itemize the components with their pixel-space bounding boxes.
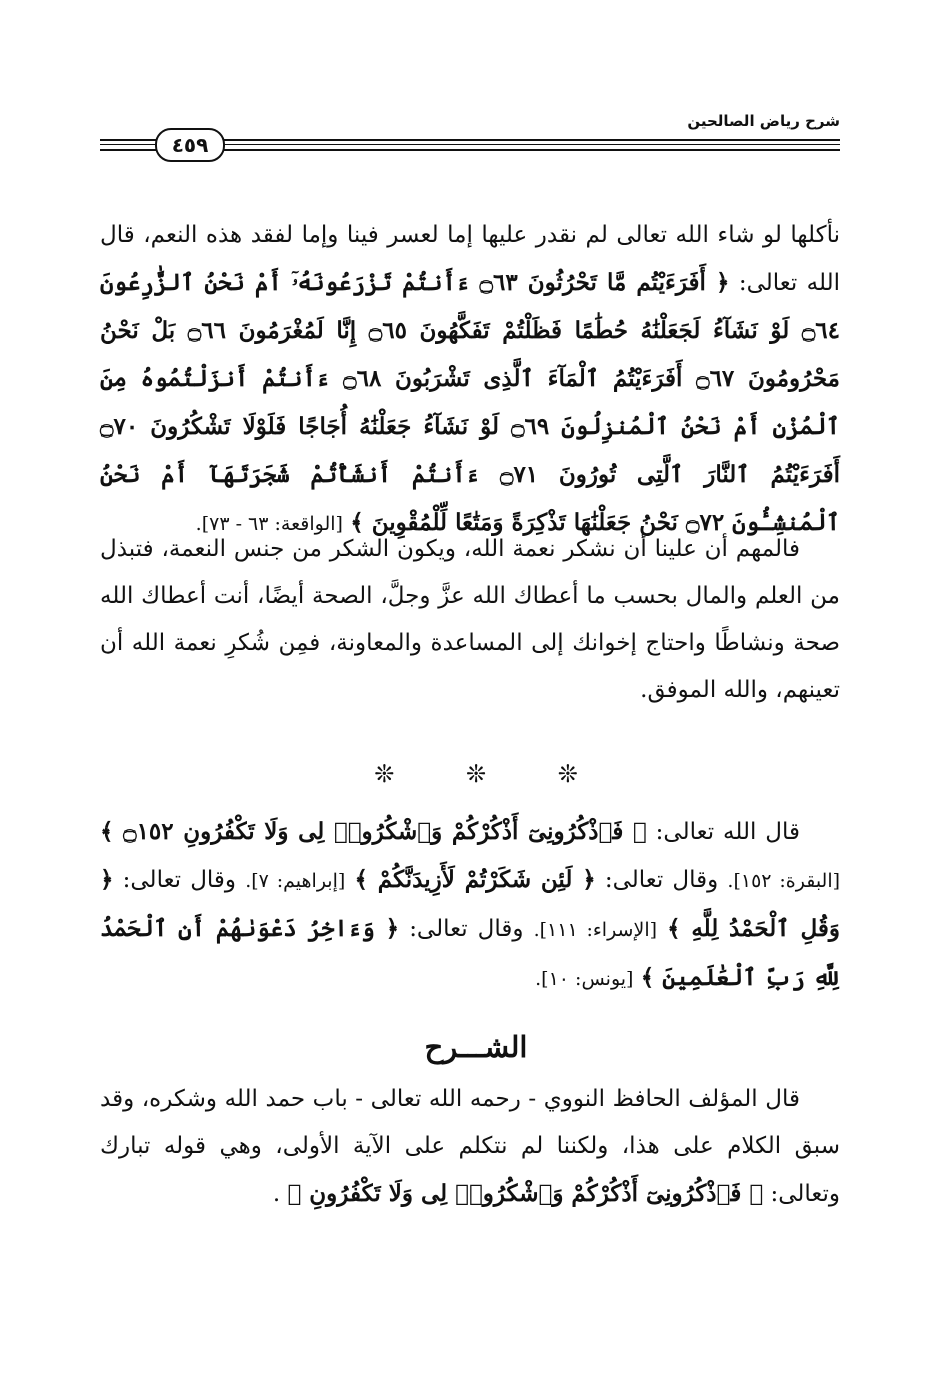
sharh-heading: الشـــرح [424, 1030, 528, 1064]
verse-reference: [الواقعة: ٦٣ - ٧٣]. [195, 513, 343, 535]
divider-star-icon: ❊ [557, 760, 578, 788]
lead-text: قال الله تعالى: [100, 222, 840, 296]
verse-reference: [إبراهيم: ٧]. [245, 870, 346, 892]
end-punctuation: . [272, 1181, 281, 1207]
section-waqiah [100, 212, 840, 548]
quran-verse-yunus: ﴿ وَءَاخِرُ دَعْوَىٰهُمْ أَنِ ٱلْحَمْدُ لِلَّهِ رَبِّ ٱلْعَٰلَمِينَ ﴾ [100, 915, 840, 991]
quran-verse-baqarah-repeat: ﴿ فَٱذْكُرُونِىٓ أَذْكُرْكُمْ وَٱشْكُرُوا۟ لِى وَلَا تَكْفُرُونِ ﴾ [287, 1180, 764, 1207]
section-gratitude [100, 526, 840, 714]
verse-reference: [يونس: ١٠]. [535, 968, 634, 990]
quran-verse-ibrahim: ﴿ لَئِن شَكَرْتُمْ لَأَزِيدَنَّكُمْ ﴾ [354, 866, 596, 893]
section-explanation [100, 1076, 840, 1218]
chapter-verses-paragraph [100, 808, 840, 1003]
divider-star-icon: ❊ [374, 760, 395, 788]
page-number: ٤٥٩ [155, 128, 225, 162]
lead-text: قال الله تعالى: [655, 819, 800, 845]
gratitude-paragraph: فالمهم أن علينا أن نشكر نعمة الله، ويكون الشكر من جنس النعمة، فتبذل من العلم والمال بحسب ما أعطاك الله عزَّ وجلَّ، الصحة أيضًا، أنت أعطاك الله صحة ونشاطًا واحتاج إخوانك إلى المساعدة والمعاونة، فمِن شُكرِ نعمة الله أن تعينهم، والله الموفق. [100, 536, 840, 703]
lead-text: وقال تعالى: [604, 867, 719, 893]
section-chapter-verses [100, 808, 840, 1003]
explanation-paragraph [100, 1076, 840, 1218]
quran-verse-baqarah: ﴿ فَٱذْكُرُونِىٓ أَذْكُرْكُمْ وَٱشْكُرُوا۟ لِى وَلَا تَكْفُرُونِ ۝١٥٢ ﴾ [100, 818, 647, 845]
lead-text: وقال تعالى: [122, 867, 237, 893]
running-header-title: شرح رياض الصالحين [687, 112, 840, 130]
explanation-text: قال المؤلف الحافظ النووي - رحمه الله تعالى - باب حمد الله وشكره، وقد سبق الكلام على هذا، ولكننا لم نتكلم على الآية الأولى، وهي قوله تبارك وتعالى: [100, 1086, 840, 1207]
verse-reference: [البقرة: ١٥٢]. [727, 870, 841, 892]
intro-text: نأكلها لو شاء الله تعالى لم نقدر عليها إما لعسر فينا وإما لفقد هذه النعم، [143, 222, 841, 248]
lead-text: وقال تعالى: [409, 916, 524, 942]
section-divider [0, 760, 952, 788]
verse-reference: [الإسراء: ١١١]. [533, 919, 658, 941]
quran-verse-isra: ﴿ وَقُلِ ٱلْحَمْدُ لِلَّهِ ﴾ [100, 866, 841, 942]
divider-star-icon: ❊ [465, 760, 487, 788]
quran-verses-waqiah: ﴿ أَفَرَءَيْتُم مَّا تَحْرُثُونَ ۝٦٣ ءَأَنتُمْ تَزْرَعُونَهُۥٓ أَمْ نَحْنُ ٱلزَّٰرِعُونَ ۝٦٤ لَوْ نَشَآءُ لَجَعَلْنَٰهُ حُطَٰمًا فَظَلْتُمْ تَفَكَّهُونَ ۝٦٥ إِنَّا لَمُغْرَمُونَ ۝٦٦ بَلْ نَحْنُ مَحْرُومُونَ ۝٦٧ أَفَرَءَيْتُمُ ٱلْمَآءَ ٱلَّذِى تَشْرَبُونَ ۝٦٨ ءَأَنتُمْ أَنزَلْتُمُوهُ مِنَ ٱلْمُزْنِ أَمْ نَحْنُ ٱلْمُنزِلُونَ ۝٦٩ لَوْ نَشَآءُ جَعَلْنَٰهُ أُجَاجًا فَلَوْلَا تَشْكُرُونَ ۝٧٠ أَفَرَءَيْتُمُ ٱلنَّارَ ٱلَّتِى تُورُونَ ۝٧١ ءَأَنتُمْ أَنشَأْتُمْ شَجَرَتَهَآ أَمْ نَحْنُ ٱلْمُنشِـُٔونَ ۝٧٢ نَحْنُ جَعَلْنَٰهَا تَذْكِرَةً وَمَتَٰعًا لِّلْمُقْوِينَ ﴾ [100, 269, 841, 536]
waqiah-paragraph [100, 212, 840, 548]
